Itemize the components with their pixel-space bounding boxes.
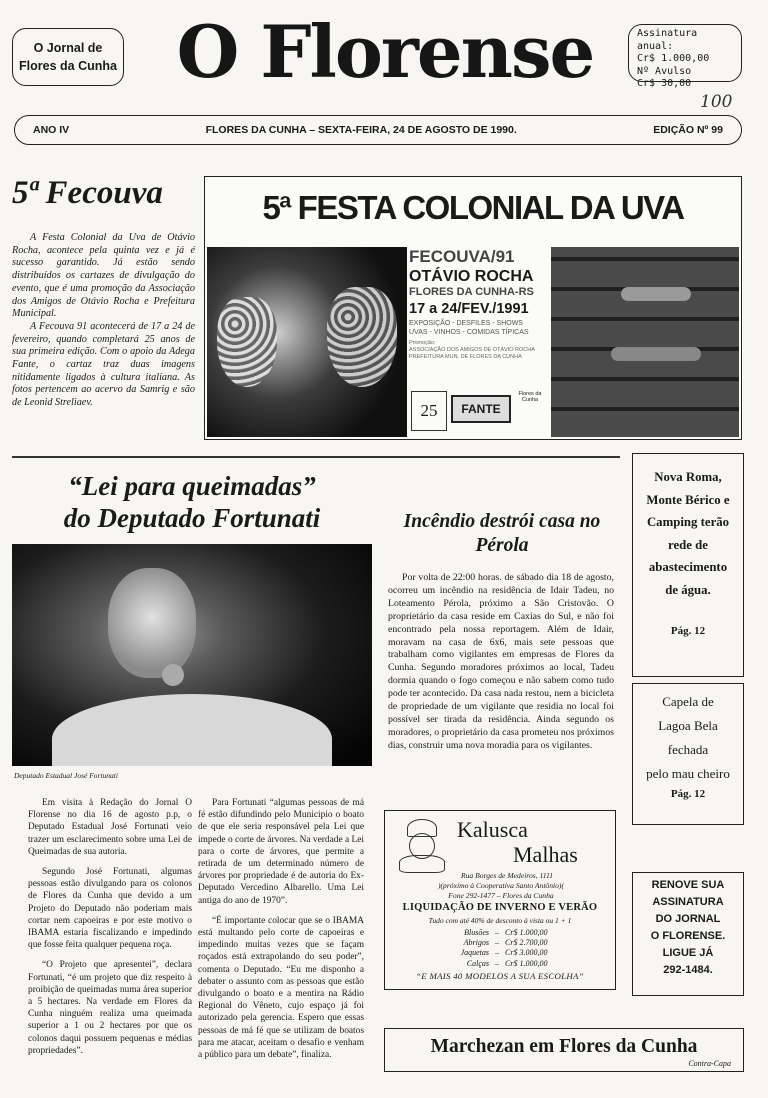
section-divider [12,456,620,458]
box2-line-1: Capela de [662,694,714,709]
ad-address-3: Fone 292-1477 – Flores da Cunha [448,891,554,900]
sidebar-box-lagoa [632,683,744,825]
box2-text [633,690,743,786]
price-item-value: Cr$ 1.000,00 [505,958,548,968]
ad-subline: Tudo com até 40% de desconto à vista ou 1 + 1 [428,916,572,925]
box1-line-6: de água. [665,582,711,597]
ad-address-2: )(próximo à Cooperativa Santo Antônio)( [438,881,564,890]
ad-address [391,871,611,901]
queimadas-headline [12,470,372,534]
poster-promo-2: PREFEITURA MUN. DE FLORES DA CUNHA [409,354,522,360]
queimadas-headline-line-2: do Deputado Fortunati [63,503,321,533]
incendio-text [388,572,614,761]
marchezan-headline: Marchezan em Flores da Cunha [430,1036,698,1057]
dateline-bar [14,115,742,145]
poster-brand: FECOUVA/91 [409,247,515,266]
incendio-headline-line-1: Incêndio destrói casa no [403,511,601,532]
marchezan-box [384,1028,744,1072]
ad-name-line-2: Malhas [513,842,578,867]
sidebar-box-agua [632,453,744,677]
renew-line-2: ASSINATURA [652,896,724,908]
incendio-paragraph: Por volta de 22:00 horas. de sábado dia 18 de agosto, ocorreu um incêndio na residência de Idair Tadeu, no Loteamento Pérola, próximo a São Cristovão. O proprietário da casa reside em Caxias do Sul, e não foi encontrado pela nossa reportagem. Além de Idair, moravam na casa de 6x6, mais sete pessoas que trabalham como vigilantes em empresas de Flores da Cunha. Segundo moradores próximos ao local, Tadeu dormia quando o fogo começou e não sabem como tudo pode ter acontecido. Da casa nada restou, nem a bicicleta de propriedade de um vigilante que residia no local foi possível ser tirada da residência. Ainda segundo os moradores, o proprietário da casa prometeu nos próximos dias, construir uma nova moradia para os vigilantes. [388,572,614,751]
poster-photo-barrel [551,247,739,437]
ad-price-list [425,928,575,969]
box1-line-2: Monte Bérico e [646,492,730,507]
poster-info-panel [409,247,549,437]
poster-photo-grapes [207,247,407,437]
price-row: Blusões – Cr$ 1.000,00 [425,928,575,938]
subscription-line-3: Nº Avulso [637,65,692,77]
barrel-tap-icon [621,287,691,301]
fecouva-headline: 5ª Fecouva [12,175,163,211]
box2-line-2: Lagoa Bela [658,718,718,733]
queimadas-c1-p2: Segundo José Fortunati, algumas pessoas estão divulgando para os colonos de Flores da Cunha que devido a um Projeto do Deputado não poderiam mais cortar nem capoeiras e por este motivo o IBAMA estaria fiscalizando e impedindo que fosse feita qualquer pequena roça. [28,867,192,951]
poster-dates: 17 a 24/FEV./1991 [409,301,529,317]
fante-logo: FANTE [451,395,511,423]
person-head-icon [108,568,196,678]
box1-page-ref: Pág. 12 [670,625,706,637]
person-shirt-icon [52,694,332,766]
badge-line-1: O Jornal de [33,41,103,55]
queimadas-c1-p1: Em visita à Redação do Jornal O Florense no dia 16 de agosto p.p, o Deputado Estadual José Fortunati veio trazer um esclarecimento sobre uma Lei de Queimadas de sua autoria. [28,798,192,857]
poster-title: 5ª FESTA COLONIAL DA UVA [262,189,684,226]
doll-logo-icon [395,819,447,873]
queimadas-c2-p2: “É importante colocar que se o IBAMA está multando pelo corte de capoeiras e impedindo muitas vezes que se façam roçados está extrapolando do seu poder”, comenta o Deputado. “Eu me disponho a debater o assunto com as pessoas que estão divulgando o boato e a mentira na Rádio Regional do Vêneto, cujo espaço já foi autorizado pela gerencia. Espero que essas pessoas de má fé que se utilizam de boatos para me atacar, aceitam o desafio e venham a público para um debate”, finaliza. [198,915,364,1061]
price-row: Calças – Cr$ 1.000,00 [425,959,575,969]
price-item-value: Cr$ 2.700,00 [505,938,548,948]
grape-bunch-icon [327,287,397,387]
renew-line-6: 292-1484. [663,964,713,976]
price-item-name: Calças [466,958,489,968]
box1-text [633,466,743,601]
poster-logos [409,387,549,435]
fortunati-photo [12,544,372,766]
badge-line-2: Flores da Cunha [19,59,117,73]
fecouva-text [12,232,195,410]
masthead-left-badge [12,28,124,86]
date-label: FLORES DA CUNHA – SEXTA-FEIRA, 24 DE AGOSTO DE 1990. [205,124,517,136]
volume-label: ANO IV [33,124,70,136]
city-logo: Flores da Cunha [518,391,542,403]
queimadas-column-1 [28,797,192,1065]
poster-activity-2: UVAS - VINHOS - COMIDAS TÍPICAS [409,329,529,336]
price-row: Jaquetas – Cr$ 3.000,00 [425,948,575,958]
price-item-name: Jaquetas [460,948,489,958]
incendio-headline [382,510,622,558]
fecouva-paragraph-1: A Festa Colonial da Uva de Otávio Rocha, acontece pela quinta vez e já é sucesso garantido. Já estão sendo distribuídos os cartazes de divulgação do evento, que é uma promoção da Associação dos Amigos de Otávio Rocha e Prefeitura Municipal. [12,232,195,320]
microphone-icon [162,664,184,686]
renew-line-1: RENOVE SUA [651,879,725,891]
ad-footer: “E MAIS 40 MODELOS A SUA ESCOLHA” [416,971,584,981]
incendio-headline-line-2: Pérola [475,535,529,556]
poster-city: FLORES DA CUNHA-RS [409,286,534,298]
poster-place: OTÁVIO ROCHA [409,268,534,285]
ad-headline: LIQUIDAÇÃO DE INVERNO E VERÃO [402,902,598,913]
price-item-name: Blusões [464,928,489,937]
anniversary-seal: 25 [411,391,447,431]
price-item-value: Cr$ 3.000,00 [505,948,548,958]
renew-line-5: LIGUE JÁ [662,947,714,959]
box1-line-1: Nova Roma, [654,470,722,484]
queimadas-c2-p1: Para Fortunati “algumas pessoas de má fé estão difundindo pelo Municipio o boato de que ele seria responsável pela Lei que impede o corte de árvores. Na verdade a Lei para o corte de árvores, que permite a retirada de um determinado número de árvores por propriedade é de autoria do Ex-Deputado Vercedino Albarello. Uma Lei antiga do ano de 1970”. [198,798,364,906]
price-item-name: Abrigos [463,938,489,948]
subscription-line-4: Cr$ 30,00 [637,78,692,89]
price-item-value: Cr$ 1.000,00 [505,928,548,937]
kalusca-ad [384,810,616,990]
ad-name-line-1: Kalusca [457,817,528,842]
edition-label: EDIÇÃO Nº 99 [653,124,723,136]
marchezan-page-ref: Contra-Capa [688,1059,731,1068]
ad-address-1: Rua Borges de Medeiros, 1111 [461,871,554,880]
poster-activity-1: EXPOSIÇÃO - DESFILES - SHOWS [409,320,523,327]
handwritten-edition-note: 100 [700,92,733,112]
poster-promo-1: ASSOCIAÇÃO DOS AMIGOS DE OTÁVIO ROCHA [409,347,535,353]
queimadas-c1-p3: “O Projeto que apresentei”, declara Fortunati, “é um projeto que diz respeito à proibição de queimadas numa área superior a 5 hectares. Na verdade em Flores da Cunha ninguém realiza uma queimada superior a 1 ou 2 hectares por que os colonos daqui possuem pequenas e médias propriedades”. [28,960,192,1056]
subscription-line-2: Cr$ 1.000,00 [637,53,710,64]
fecouva-poster [204,176,742,440]
poster-promo-label: Promoção: [409,340,436,346]
box1-line-4: rede de [668,537,708,552]
queimadas-headline-line-1: “Lei para queimadas” [68,471,316,501]
box2-page-ref: Pág. 12 [670,788,706,800]
price-row: Abrigos – Cr$ 2.700,00 [425,938,575,948]
grape-bunch-icon [217,297,277,387]
box2-line-3: fechada [667,742,709,757]
newspaper-title: O Florense [176,9,594,94]
subscription-box [628,24,742,89]
renew-line-4: O FLORENSE. [650,930,726,942]
barrel-tap-icon [611,347,701,361]
box2-line-4: pelo mau cheiro [646,766,730,781]
renew-line-3: DO JORNAL [655,913,721,925]
box1-line-5: abastecimento [648,560,728,574]
photo-caption: Deputado Estadual José Fortunati [14,771,118,780]
fecouva-paragraph-2: A Fecouva 91 acontecerá de 17 a 24 de fevereiro, quando completará 25 anos de sua primeira edição. Com o apoio da Adega Fante, o cartaz traz duas imagens nitidamente ligados à cultura italiana. As fotos pertencem ao acervo da Samrig e são de Leonid Streliaev. [12,320,195,409]
box1-line-3: Camping terão [646,515,730,529]
renew-subscription-box [632,872,744,996]
queimadas-column-2 [198,797,364,1069]
subscription-line-1: Assinatura anual: [637,28,698,52]
